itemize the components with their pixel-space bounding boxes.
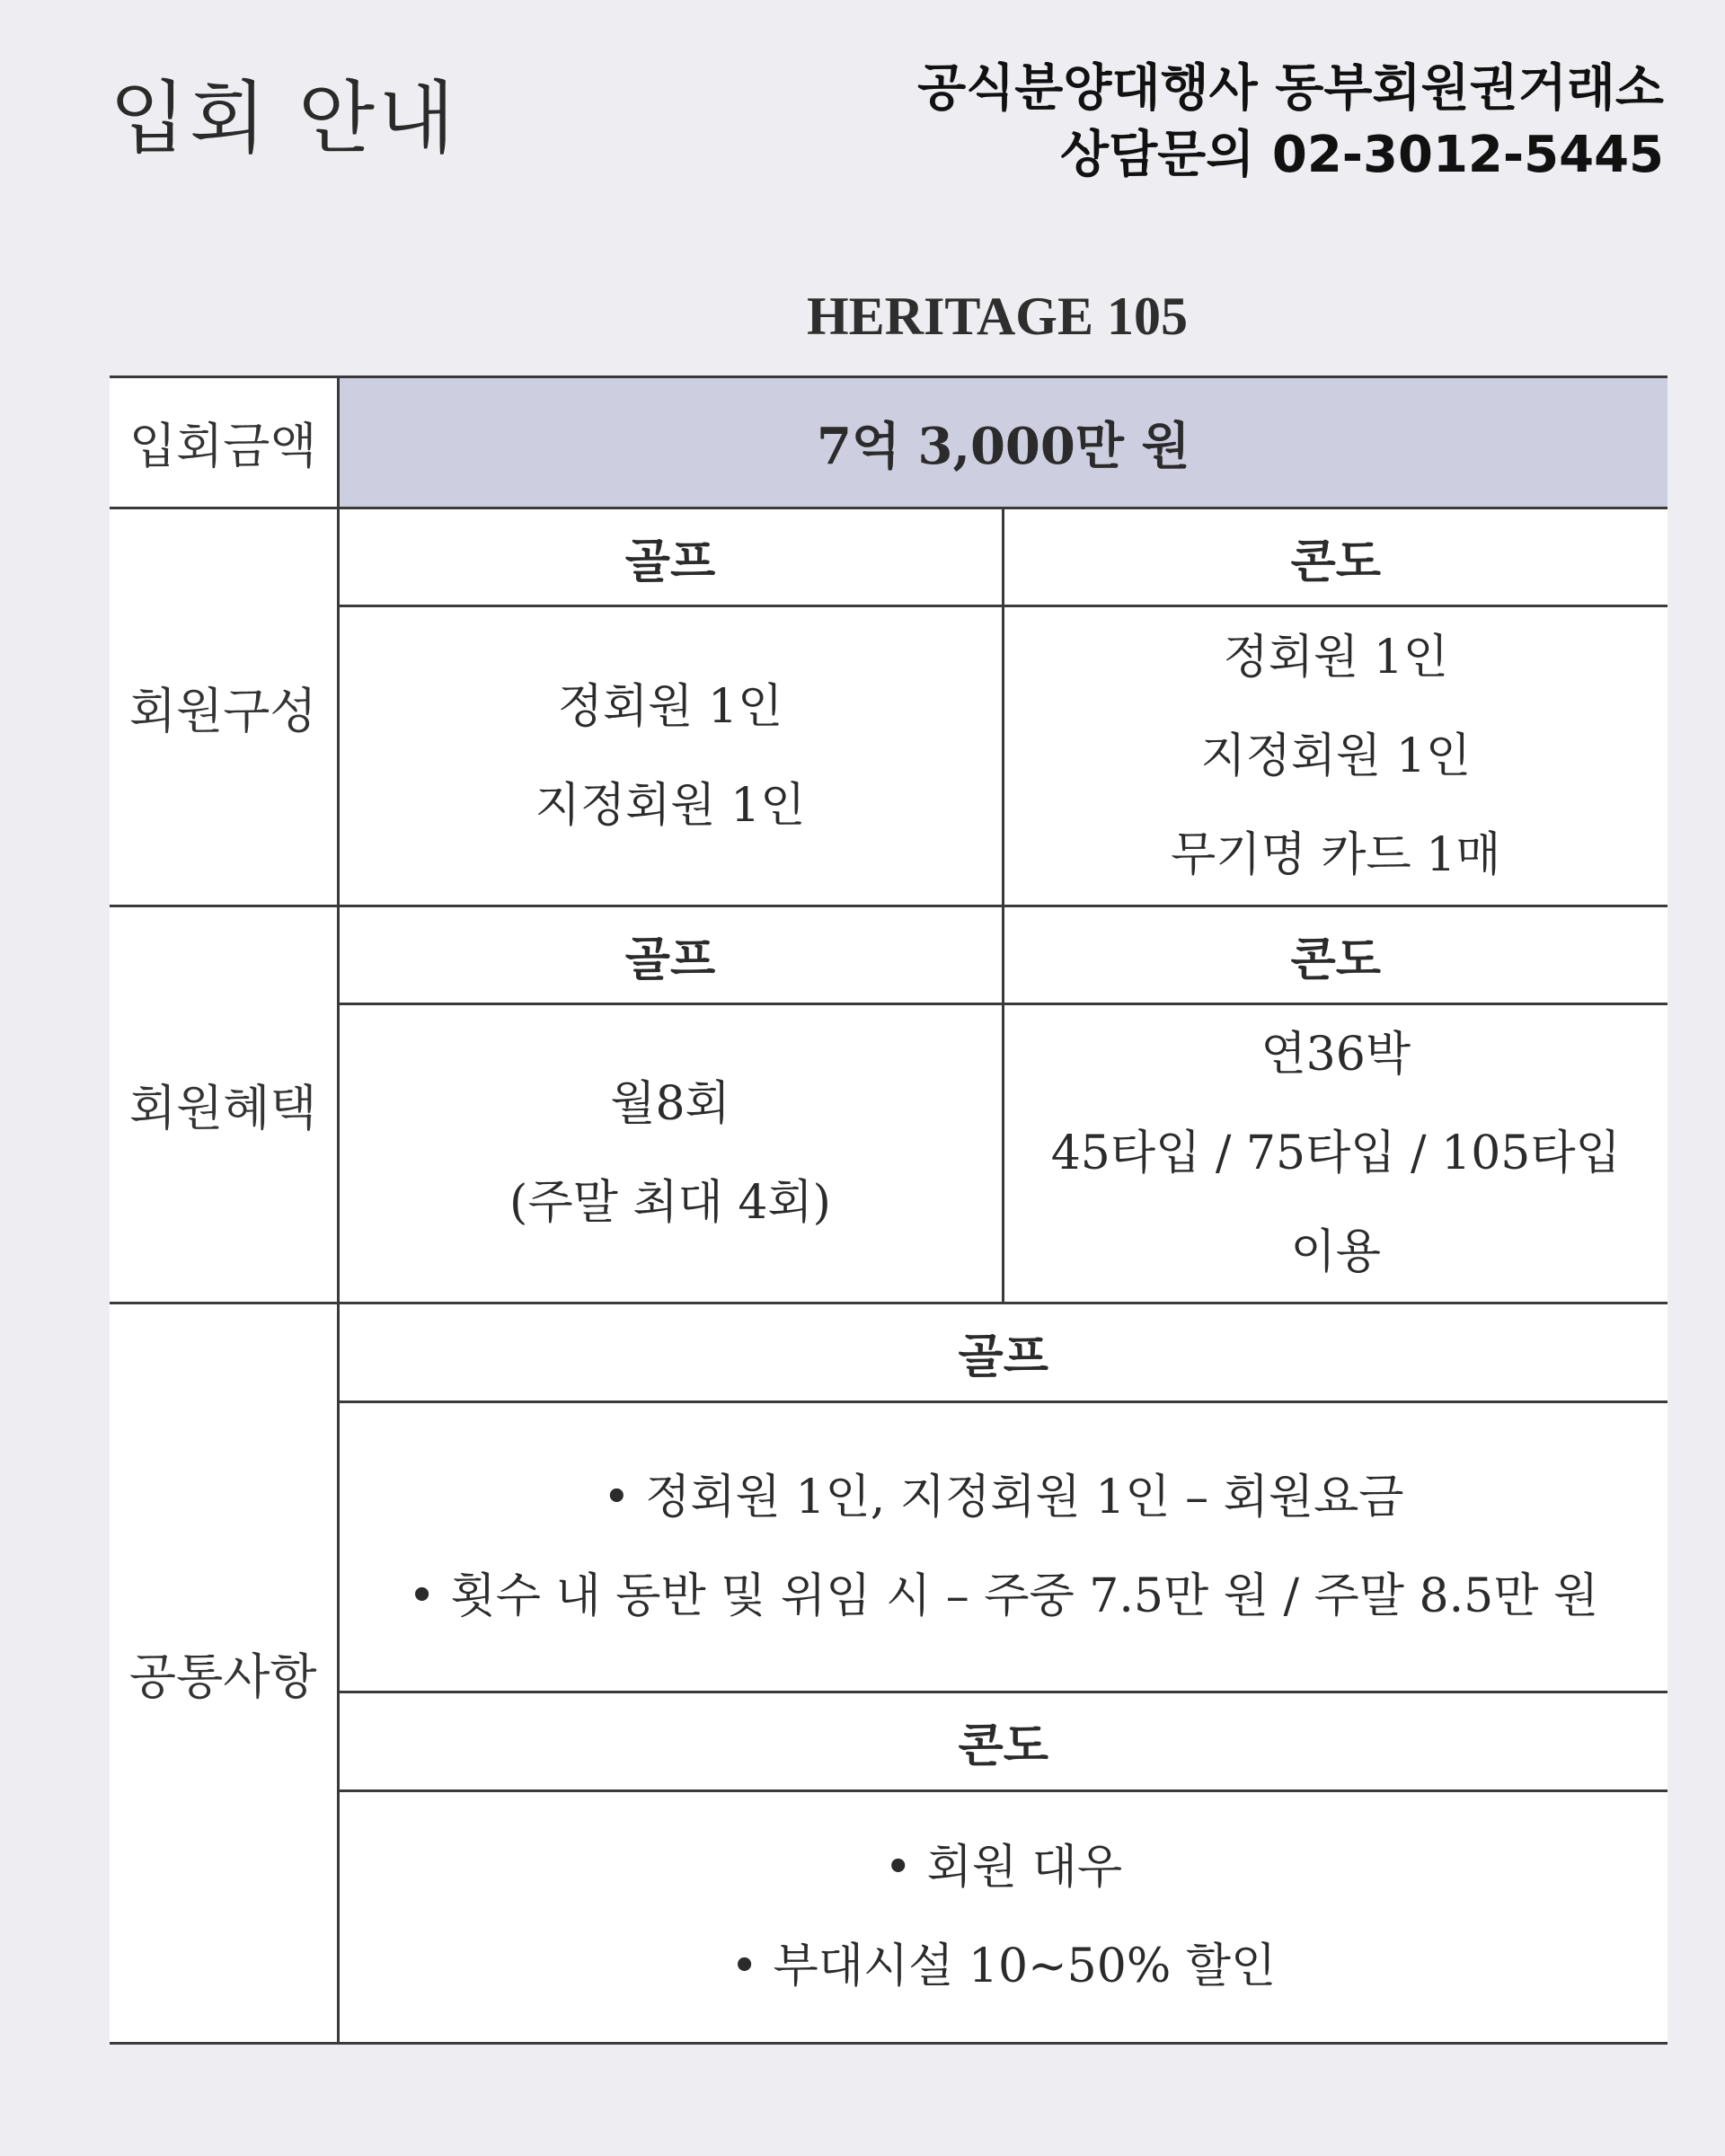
common-golf-header: 골프 xyxy=(338,1303,1668,1402)
membership-info-table xyxy=(110,376,1668,2045)
common-condo-line: • 회원 대우 xyxy=(884,1841,1123,1895)
benefits-label: 회원혜택 xyxy=(110,906,338,1303)
fee-amount: 7억 3,000만 원 xyxy=(338,377,1668,508)
composition-condo-header: 콘도 xyxy=(1003,508,1668,606)
composition-condo-line: 무기명 카드 1매 xyxy=(1170,827,1501,882)
common-golf-line: • 횟수 내 동반 및 위임 시 – 주중 7.5만 원 / 주말 8.5만 원 xyxy=(408,1569,1599,1623)
benefits-header-row xyxy=(110,906,1668,1004)
benefits-golf-line: 월8회 xyxy=(610,1077,730,1131)
composition-golf-cell xyxy=(338,606,1003,906)
composition-header-row xyxy=(110,508,1668,606)
benefits-condo-line: 연36박 xyxy=(1261,1028,1411,1082)
fee-row xyxy=(110,377,1668,508)
benefits-condo-line: 45타입 / 75타입 / 105타입 xyxy=(1050,1127,1621,1180)
composition-label: 회원구성 xyxy=(110,508,338,906)
composition-golf-line: 정회원 1인 xyxy=(557,679,783,734)
composition-condo-line: 정회원 1인 xyxy=(1223,630,1449,685)
fee-label: 입회금액 xyxy=(110,377,338,508)
common-golf-body-row xyxy=(110,1402,1668,1692)
composition-golf-line: 지정회원 1인 xyxy=(535,778,806,833)
composition-golf-header: 골프 xyxy=(338,508,1003,606)
composition-body-row xyxy=(110,606,1668,906)
benefits-body-row xyxy=(110,1004,1668,1303)
common-golf-header-row xyxy=(110,1303,1668,1402)
common-condo-line: • 부대시설 10~50% 할인 xyxy=(730,1940,1277,1993)
page-title: 입회 안내 xyxy=(110,72,459,164)
common-condo-header: 콘도 xyxy=(338,1692,1668,1791)
agency-name: 공식분양대행사 동부회원권거래소 xyxy=(917,59,1664,118)
benefits-golf-header: 골프 xyxy=(338,906,1003,1004)
common-condo-body-row xyxy=(110,1791,1668,2044)
agency-info xyxy=(917,56,1664,189)
benefits-golf-line: (주말 최대 4회) xyxy=(509,1176,831,1230)
common-golf-line: • 정회원 1인, 지정회원 1인 – 회원요금 xyxy=(602,1471,1404,1524)
contact-phone: 상담문의 02-3012-5445 xyxy=(1059,126,1664,184)
benefits-condo-cell xyxy=(1003,1004,1668,1303)
composition-condo-cell xyxy=(1003,606,1668,906)
common-golf-cell xyxy=(338,1402,1668,1692)
common-condo-cell xyxy=(338,1791,1668,2044)
benefits-condo-line: 이용 xyxy=(1290,1225,1381,1279)
common-condo-header-row xyxy=(110,1692,1668,1791)
benefits-golf-cell xyxy=(338,1004,1003,1303)
common-label: 공통사항 xyxy=(110,1303,338,2044)
benefits-condo-header: 콘도 xyxy=(1003,906,1668,1004)
composition-condo-line: 지정회원 1인 xyxy=(1200,729,1472,783)
product-title: HERITAGE 105 xyxy=(807,287,1188,346)
